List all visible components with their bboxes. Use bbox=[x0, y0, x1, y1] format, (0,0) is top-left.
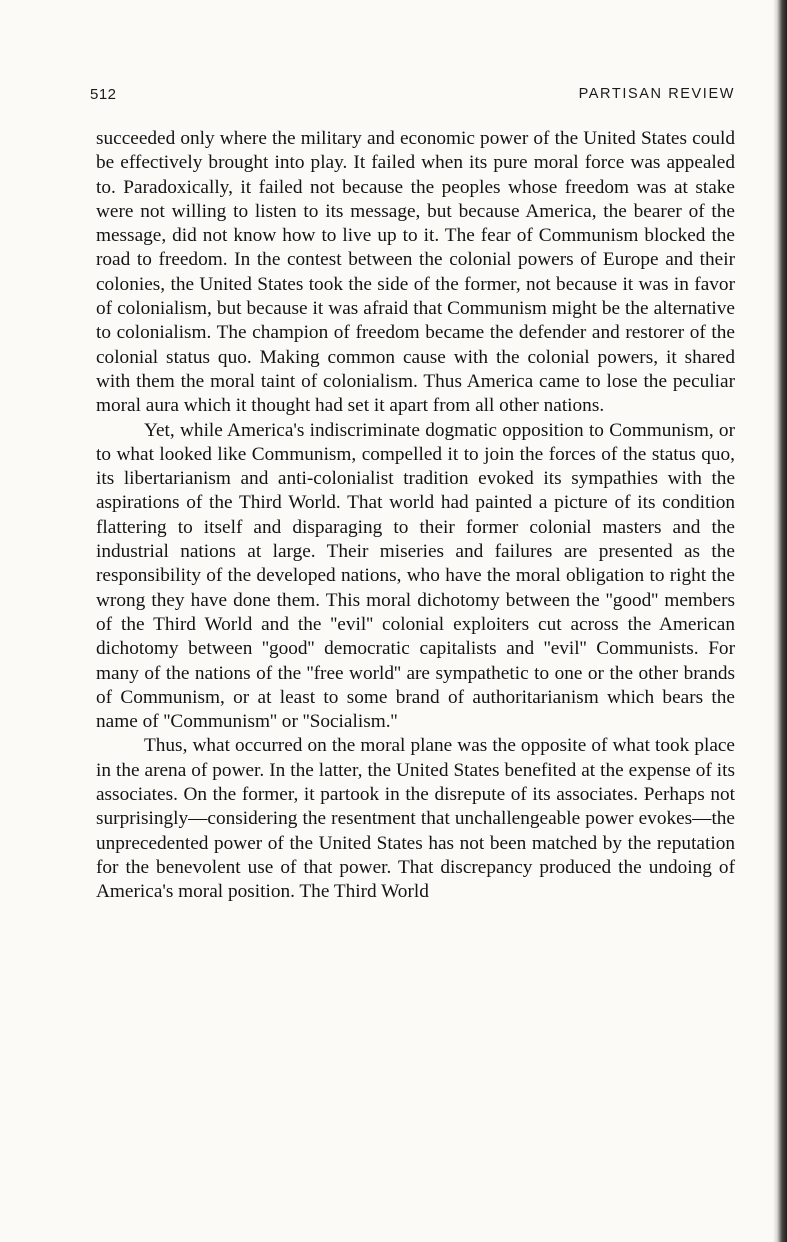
paragraph: succeeded only where the military and economic power of the United States could be effectively brought into play. It failed when its pure moral force was appealed to. Paradoxically, it failed not because the peoples whose freedom was at stake were not willing to listen to its message, but because America, the bearer of the message, did not know how to live up to it. The fear of Communism blocked the road to freedom. In the contest between the colonial powers of Europe and their colonies, the United States took the side of the former, not because it was in favor of colonialism, but because it was afraid that Communism might be the alternative to colonialism. The champion of freedom became the defender and restorer of the colonial status quo. Making common cause with the colonial powers, it shared with them the moral taint of colonialism. Thus America came to lose the peculiar moral aura which it thought had set it apart from all other nations. bbox=[96, 128, 735, 417]
binding-edge bbox=[773, 0, 787, 1242]
journal-title: PARTISAN REVIEW bbox=[578, 86, 735, 102]
paragraph: Thus, what occurred on the moral plane was the opposite of what took place in the arena of power. In the latter, the United States benefited at the expense of its associates. On the former, it partook in the disrepute of its associates. Perhaps not surprisingly—considering the resentment that unchallengeable power evokes—the unprecedented power of the United States has not been matched by the reputation for the benevolent use of that power. That discrepancy produced the undoing of America's moral position. The Third World bbox=[96, 735, 735, 903]
paragraph: Yet, while America's indiscriminate dogmatic opposition to Communism, or to what looked like Communism, compelled it to join the forces of the status quo, its libertarianism and anti-colonialist tradition evoked its sympathies with the aspirations of the Third World. That world had painted a picture of its condition flattering to itself and disparaging to their former colonial masters and the industrial nations at large. Their miseries and failures are presented as the responsibility of the developed nations, who have the moral obligation to right the wrong they have done them. This moral dichotomy between the ''good'' members of the Third World and the ''evil'' colonial exploiters cut across the American dichotomy between ''good'' democratic capitalists and ''evil'' Communists. For many of the nations of the ''free world'' are sympathetic to one or the other brands of Communism, or at least to some brand of authoritarianism which bears the name of ''Communism'' or ''Socialism.'' bbox=[96, 419, 735, 733]
page-number: 512 bbox=[90, 86, 117, 103]
body-text bbox=[96, 127, 735, 905]
running-head bbox=[90, 86, 735, 110]
